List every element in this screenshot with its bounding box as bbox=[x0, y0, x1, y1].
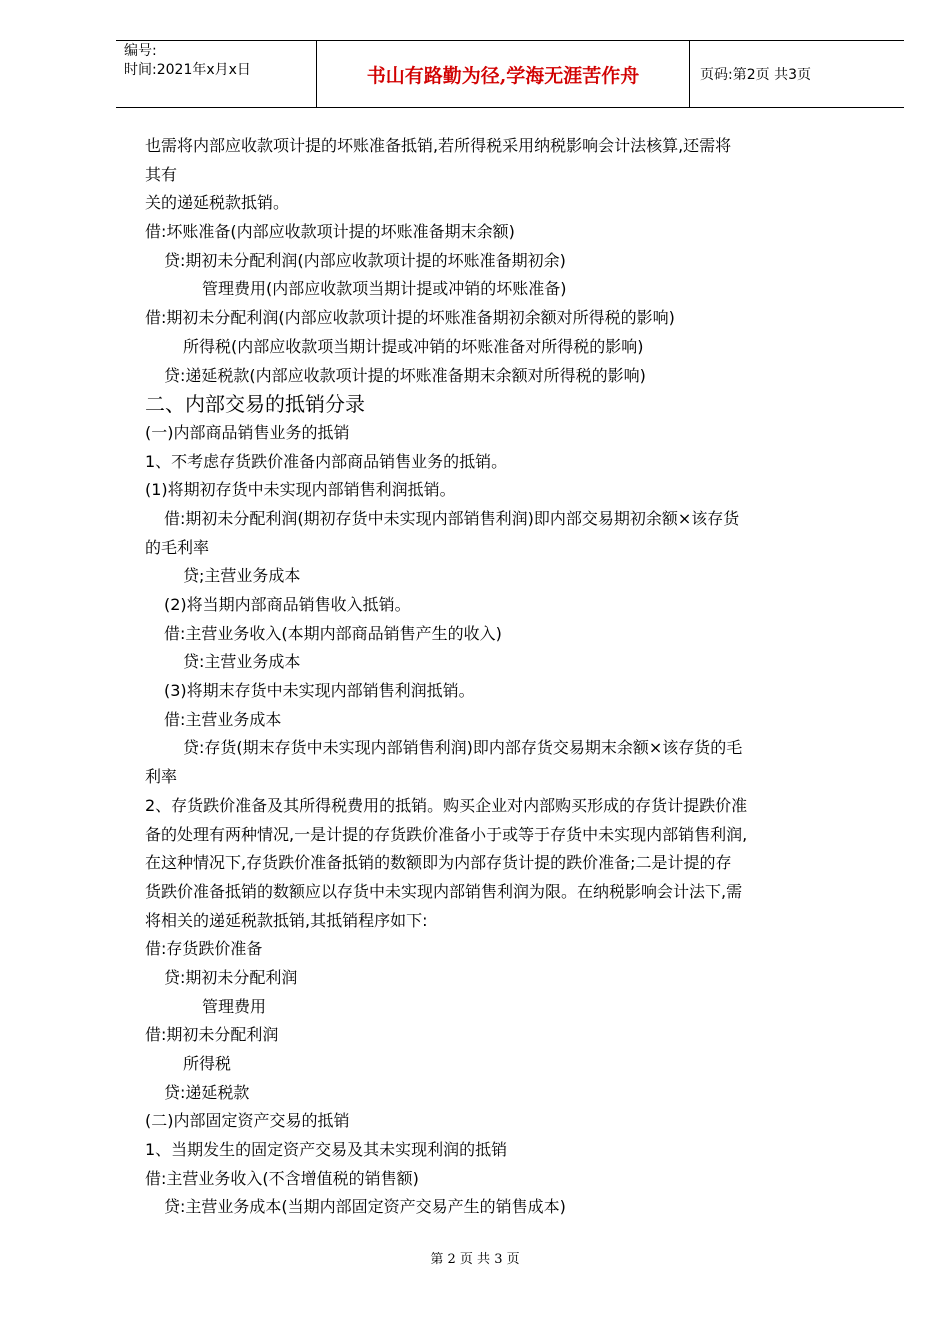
body-line: 其有 bbox=[145, 164, 178, 184]
body-line: 借:主营业务成本 bbox=[164, 709, 282, 729]
body-line: 借:存货跌价准备 bbox=[145, 939, 263, 959]
header-page-number: 页码:第2页 共3页 bbox=[700, 67, 811, 83]
page-header bbox=[116, 40, 904, 108]
body-line: (1)将期初存货中未实现内部销售利润抵销。 bbox=[145, 480, 456, 500]
body-line: 关的递延税款抵销。 bbox=[145, 193, 290, 213]
document-time-label: 时间:2021年x月x日 bbox=[124, 62, 251, 78]
body-line: (二)内部固定资产交易的抵销 bbox=[145, 1111, 350, 1131]
body-line: 借:坏账准备(内部应收款项计提的坏账准备期末余额) bbox=[145, 222, 515, 242]
body-line: 贷:递延税款 bbox=[164, 1082, 250, 1102]
body-line: (2)将当期内部商品销售收入抵销。 bbox=[164, 595, 411, 614]
body-line: 也需将内部应收款项计提的坏账准备抵销,若所得税采用纳税影响会计法核算,还需将 bbox=[145, 136, 732, 155]
body-line: 管理费用 bbox=[202, 996, 267, 1016]
body-line: 2、存货跌价准备及其所得税费用的抵销。购买企业对内部购买形成的存货计提跌价准 bbox=[145, 795, 748, 815]
body-line: 备的处理有两种情况,一是计提的存货跌价准备小于或等于存货中未实现内部销售利润, bbox=[145, 824, 748, 844]
document-body bbox=[145, 132, 890, 1222]
body-line: 贷:主营业务成本 bbox=[183, 652, 301, 672]
body-line: 贷;主营业务成本 bbox=[183, 566, 301, 586]
page-footer: 第 2 页 共 3 页 bbox=[430, 1252, 520, 1267]
body-line: 1、不考虑存货跌价准备内部商品销售业务的抵销。 bbox=[145, 451, 508, 471]
body-line: 所得税 bbox=[183, 1054, 232, 1073]
body-line: 借:期初未分配利润(期初存货中未实现内部销售利润)即内部交易期初余额×该存货 bbox=[164, 508, 740, 528]
body-line: 借:主营业务收入(不含增值税的销售额) bbox=[145, 1168, 419, 1188]
header-meta bbox=[116, 41, 316, 107]
body-line: 利率 bbox=[145, 767, 178, 787]
body-line: (3)将期末存货中未实现内部销售利润抵销。 bbox=[164, 681, 475, 701]
body-line: 贷:期初未分配利润(内部应收款项计提的坏账准备期初余) bbox=[164, 250, 566, 270]
body-line: 在这种情况下,存货跌价准备抵销的数额即为内部存货计提的跌价准备;二是计提的存 bbox=[145, 853, 732, 873]
body-line: 贷:主营业务成本(当期内部固定资产交易产生的销售成本) bbox=[164, 1197, 566, 1217]
body-line: 所得税(内部应收款项当期计提或冲销的坏账准备对所得税的影响) bbox=[183, 336, 644, 356]
body-line: 将相关的递延税款抵销,其抵销程序如下: bbox=[145, 910, 428, 930]
document-number-label: 编号: bbox=[124, 43, 157, 59]
body-line: 的毛利率 bbox=[145, 537, 210, 557]
body-line: 1、当期发生的固定资产交易及其未实现利润的抵销 bbox=[145, 1140, 508, 1160]
section-heading: 二、内部交易的抵销分录 bbox=[145, 392, 365, 417]
body-line: 货跌价准备抵销的数额应以存货中未实现内部销售利润为限。在纳税影响会计法下,需 bbox=[145, 881, 743, 901]
body-line: 借:期初未分配利润(内部应收款项计提的坏账准备期初余额对所得税的影响) bbox=[145, 308, 675, 328]
body-line: 贷:存货(期末存货中未实现内部销售利润)即内部存货交易期末余额×该存货的毛 bbox=[183, 738, 743, 758]
body-line: (一)内部商品销售业务的抵销 bbox=[145, 422, 350, 442]
body-line: 管理费用(内部应收款项当期计提或冲销的坏账准备) bbox=[202, 279, 567, 299]
body-line: 借:期初未分配利润 bbox=[145, 1025, 279, 1045]
header-motto: 书山有路勤为径,学海无涯苦作舟 bbox=[316, 41, 690, 107]
body-line: 贷:期初未分配利润 bbox=[164, 967, 298, 987]
body-line: 贷:递延税款(内部应收款项计提的坏账准备期末余额对所得税的影响) bbox=[164, 365, 646, 385]
body-line: 借:主营业务收入(本期内部商品销售产生的收入) bbox=[164, 623, 502, 643]
